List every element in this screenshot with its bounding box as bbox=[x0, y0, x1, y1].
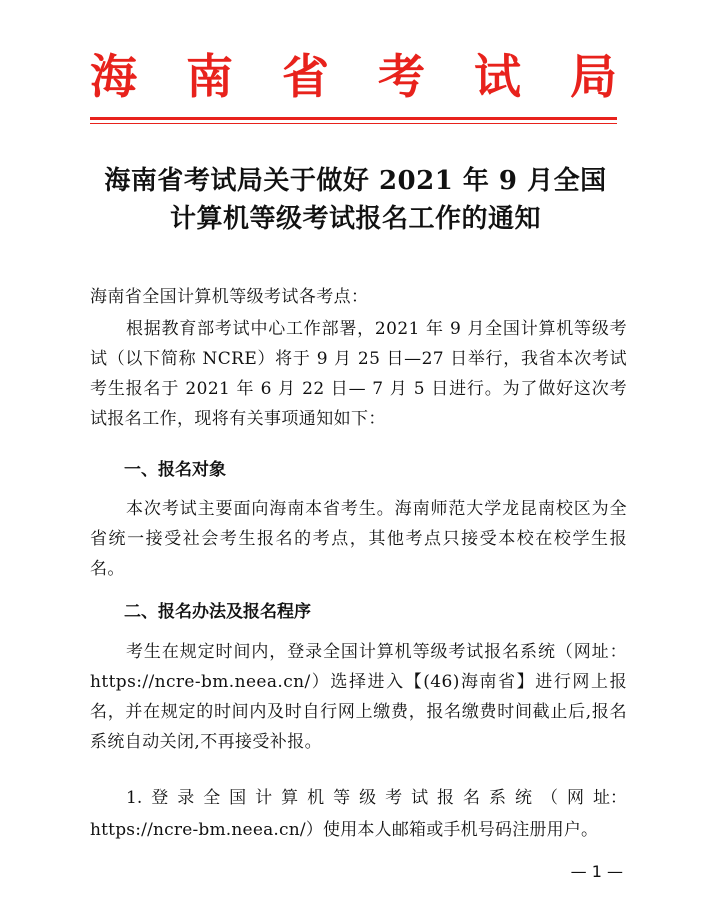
header-char: 海 bbox=[90, 49, 137, 105]
step1-char: 全 bbox=[203, 788, 221, 808]
step1-char: 1. bbox=[126, 788, 143, 808]
header-char: 省 bbox=[282, 49, 329, 105]
header-char: 南 bbox=[186, 49, 233, 105]
step1-char: 等 bbox=[333, 788, 351, 808]
step1-char: 试 bbox=[411, 788, 429, 808]
header-rule-thick bbox=[90, 117, 617, 120]
step1-line2: https://ncre-bm.neea.cn/）使用本人邮箱或手机号码注册用户。 bbox=[90, 820, 599, 840]
section2-paragraph: 考生在规定时间内，登录全国计算机等级考试报名系统（网址：https://ncre-bm.neea.cn/）选择进入【(46)海南省】进行网上报名，并在规定的时间内及时自行网上缴费，报名缴费时间截止后,报名系统自动关闭,不再接受补报。 bbox=[90, 642, 627, 752]
page-number: — 1 — bbox=[570, 862, 623, 881]
step1-char: 统 bbox=[515, 788, 532, 808]
issuer-header bbox=[90, 44, 617, 110]
section-heading-2: 二、报名办法及报名程序 bbox=[124, 602, 311, 622]
step1-char: 址： bbox=[592, 788, 627, 808]
header-char: 局 bbox=[570, 49, 617, 105]
section-heading-1: 一、报名对象 bbox=[124, 460, 226, 480]
step1-char: 网 bbox=[566, 788, 584, 808]
step1-char: 报 bbox=[437, 788, 455, 808]
step1-char: 级 bbox=[359, 788, 377, 808]
header-rule-thin bbox=[90, 123, 617, 124]
document-title-line2: 计算机等级考试报名工作的通知 bbox=[169, 204, 541, 234]
step1-char: 系 bbox=[489, 788, 507, 808]
step1-char: 考 bbox=[385, 788, 403, 808]
section1-paragraph: 本次考试主要面向海南本省考生。海南师范大学龙昆南校区为全省统一接受社会考生报名的考点，其他考点只接受本校在校学生报名。 bbox=[90, 499, 627, 579]
step1-char: （ bbox=[540, 788, 558, 808]
step1-line1 bbox=[90, 783, 627, 813]
intro-paragraph: 根据教育部考试中心工作部署，2021 年 9 月全国计算机等级考试（以下简称 NCRE）将于 9 月 25 日—27 日举行，我省本次考试考生报名于 2021 年 6 月 22 日— 7 月 5 日进行。为了做好这次考试报名工作，现将有关事项通知如下： bbox=[90, 319, 627, 429]
step1-char: 计 bbox=[255, 788, 273, 808]
header-char: 考 bbox=[378, 49, 425, 105]
step1-char: 录 bbox=[177, 788, 195, 808]
step1-char: 登 bbox=[151, 788, 169, 808]
step1-char: 机 bbox=[307, 788, 325, 808]
step1-char: 算 bbox=[281, 788, 299, 808]
salutation: 海南省全国计算机等级考试各考点： bbox=[90, 287, 369, 307]
header-char: 试 bbox=[474, 49, 521, 105]
document-title-line1: 海南省考试局关于做好 2021 年 9 月全国 bbox=[104, 166, 607, 196]
step1-char: 国 bbox=[229, 788, 247, 808]
step1-char: 名 bbox=[463, 788, 481, 808]
